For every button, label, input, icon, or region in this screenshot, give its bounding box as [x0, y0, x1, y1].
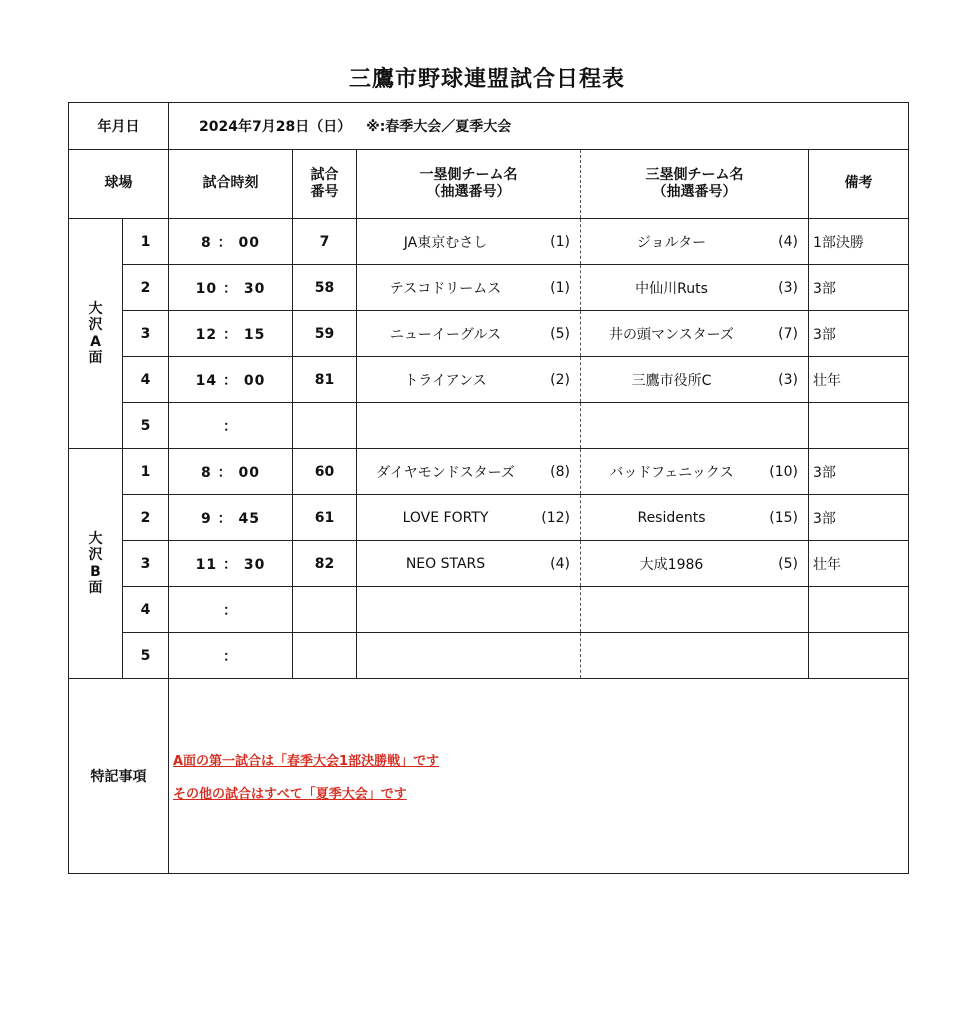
- game-remark: [809, 403, 909, 449]
- game-remark: 3部: [809, 449, 909, 495]
- home-team-name: ダイヤモンドスターズ: [376, 464, 515, 481]
- away-team-name: 三鷹市役所C: [631, 372, 712, 389]
- game-slot: 5: [123, 633, 169, 679]
- page-title: 三鷹市野球連盟試合日程表: [348, 67, 625, 92]
- game-slot: 4: [123, 587, 169, 633]
- home-team-cell: [357, 311, 581, 357]
- venue-char: 面: [88, 349, 103, 366]
- game-remark: 壮年: [809, 357, 909, 403]
- header-venue: 球場: [69, 150, 169, 219]
- home-team-name: LOVE FORTY: [402, 509, 489, 526]
- notes-row: [69, 679, 909, 874]
- away-team-cell: [581, 403, 809, 449]
- notes-label: 特記事項: [69, 679, 169, 874]
- venue-char: 面: [88, 579, 103, 596]
- game-time: 10 ： 30: [169, 265, 293, 311]
- home-team-cell: [357, 219, 581, 265]
- away-team-name: 大成1986: [639, 556, 704, 573]
- away-draw-number: (5): [778, 555, 798, 572]
- game-number: 82: [293, 541, 357, 587]
- game-number: 59: [293, 311, 357, 357]
- game-time: 8 ： 00: [169, 449, 293, 495]
- home-draw-number: (8): [550, 463, 570, 480]
- away-team-name: Residents: [637, 509, 706, 526]
- game-time: 11 ： 30: [169, 541, 293, 587]
- home-team-name: テスコドリームス: [389, 280, 502, 297]
- home-team-cell: [357, 495, 581, 541]
- game-time: 14 ： 00: [169, 357, 293, 403]
- away-team-cell: [581, 449, 809, 495]
- home-team-name: ニューイーグルス: [389, 326, 502, 343]
- game-time: 12 ： 15: [169, 311, 293, 357]
- away-team-name: バッドフェニックス: [609, 464, 734, 481]
- game-remark: 1部決勝: [809, 219, 909, 265]
- home-team-name: NEO STARS: [405, 555, 486, 572]
- home-team-cell: [357, 633, 581, 679]
- table-row: [69, 219, 909, 265]
- game-remark: 3部: [809, 495, 909, 541]
- away-team-name: ジョルター: [636, 234, 707, 251]
- game-time: ：: [169, 403, 293, 449]
- game-number: 60: [293, 449, 357, 495]
- game-slot: 2: [123, 495, 169, 541]
- away-team-cell: [581, 633, 809, 679]
- game-number: 61: [293, 495, 357, 541]
- table-row: [69, 403, 909, 449]
- venue-char: 沢: [88, 317, 103, 334]
- date-note: ※:春季大会／夏季大会: [366, 119, 512, 135]
- away-team-cell: [581, 587, 809, 633]
- note-line-1: A面の第一試合は「春季大会1部決勝戦」です: [173, 754, 440, 769]
- game-remark: 壮年: [809, 541, 909, 587]
- away-team-cell: [581, 357, 809, 403]
- date-cell: [169, 103, 909, 150]
- game-remark: 3部: [809, 265, 909, 311]
- game-time: ：: [169, 587, 293, 633]
- game-slot: 1: [123, 449, 169, 495]
- game-remark: 3部: [809, 311, 909, 357]
- home-team-name: トライアンス: [404, 372, 487, 389]
- away-team-cell: [581, 541, 809, 587]
- date-row: [69, 103, 909, 150]
- game-slot: 1: [123, 219, 169, 265]
- date-value: 2024年7月28日（日）: [199, 119, 352, 135]
- venue-char: A: [90, 333, 101, 350]
- game-slot: 5: [123, 403, 169, 449]
- away-team-cell: [581, 311, 809, 357]
- home-draw-number: (2): [550, 371, 570, 388]
- header-time: 試合時刻: [169, 150, 293, 219]
- home-team-cell: [357, 541, 581, 587]
- table-row: [69, 495, 909, 541]
- venue-name: [69, 449, 123, 679]
- home-team-cell: [357, 265, 581, 311]
- table-row: [69, 311, 909, 357]
- home-draw-number: (1): [550, 279, 570, 296]
- table-row: [69, 541, 909, 587]
- venue-name: [69, 219, 123, 449]
- game-slot: 3: [123, 541, 169, 587]
- game-slot: 4: [123, 357, 169, 403]
- schedule-table: [68, 102, 909, 874]
- game-number: 7: [293, 219, 357, 265]
- date-label: 年月日: [69, 103, 169, 150]
- venue-char: B: [90, 563, 101, 580]
- away-team-cell: [581, 495, 809, 541]
- away-team-cell: [581, 265, 809, 311]
- away-draw-number: (3): [778, 371, 798, 388]
- home-draw-number: (5): [550, 325, 570, 342]
- away-draw-number: (4): [778, 233, 798, 250]
- game-remark: [809, 587, 909, 633]
- game-remark: [809, 633, 909, 679]
- table-row: [69, 357, 909, 403]
- notes-body: [169, 679, 909, 874]
- home-team-cell: [357, 449, 581, 495]
- header-game-no: 試合 番号: [293, 150, 357, 219]
- table-row: [69, 587, 909, 633]
- game-number: [293, 633, 357, 679]
- game-number: 58: [293, 265, 357, 311]
- header-row: [69, 150, 909, 219]
- home-team-name: JA東京むさし: [403, 234, 488, 251]
- away-draw-number: (3): [778, 279, 798, 296]
- away-team-name: 中仙川Ruts: [635, 280, 708, 297]
- venue-char: 大: [88, 531, 103, 548]
- note-line-2: その他の試合はすべて「夏季大会」です: [173, 787, 407, 802]
- game-time: ：: [169, 633, 293, 679]
- table-row: [69, 449, 909, 495]
- game-time: 9 ： 45: [169, 495, 293, 541]
- home-draw-number: (12): [541, 509, 570, 526]
- game-number: 81: [293, 357, 357, 403]
- table-row: [69, 265, 909, 311]
- away-team-name: 井の頭マンスターズ: [609, 326, 734, 343]
- table-row: [69, 633, 909, 679]
- venue-char: 沢: [88, 547, 103, 564]
- away-draw-number: (10): [769, 463, 798, 480]
- header-away-team: 三塁側チーム名 （抽選番号）: [581, 150, 809, 219]
- game-number: [293, 403, 357, 449]
- home-draw-number: (4): [550, 555, 570, 572]
- game-number: [293, 587, 357, 633]
- away-draw-number: (15): [769, 509, 798, 526]
- home-team-cell: [357, 587, 581, 633]
- home-team-cell: [357, 357, 581, 403]
- away-team-cell: [581, 219, 809, 265]
- home-team-cell: [357, 403, 581, 449]
- away-draw-number: (7): [778, 325, 798, 342]
- home-draw-number: (1): [550, 233, 570, 250]
- game-slot: 3: [123, 311, 169, 357]
- game-slot: 2: [123, 265, 169, 311]
- header-remarks: 備考: [809, 150, 909, 219]
- venue-char: 大: [88, 301, 103, 318]
- header-home-team: 一塁側チーム名 （抽選番号）: [357, 150, 581, 219]
- game-time: 8 ： 00: [169, 219, 293, 265]
